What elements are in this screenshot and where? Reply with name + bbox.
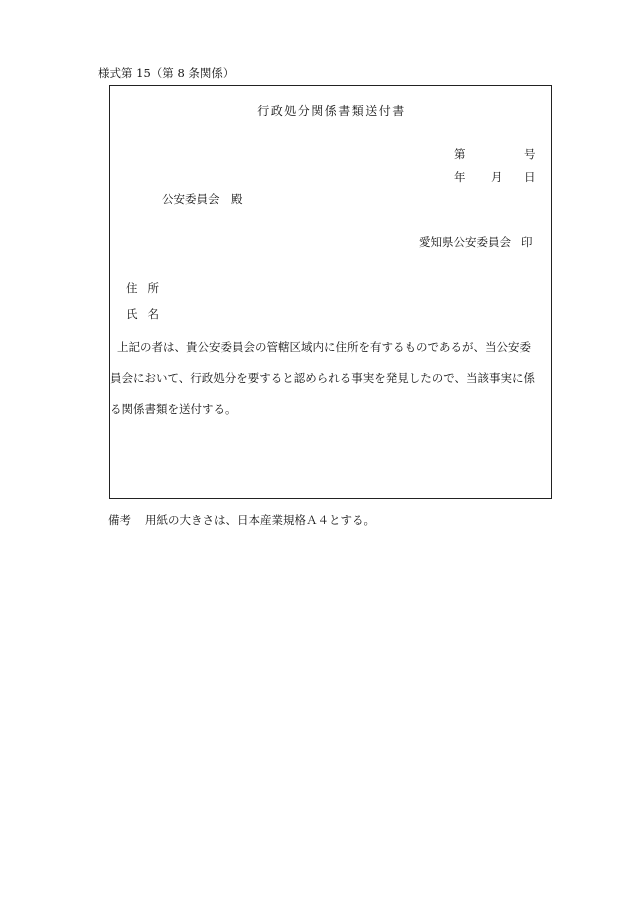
body-text-line-1: 上記の者は、貴公安委員会の管轄区域内に住所を有するものであるが、当公安委 xyxy=(117,340,531,354)
remarks-text: 用紙の大きさは、日本産業規格Ａ４とする。 xyxy=(145,513,375,527)
seal-mark: 印 xyxy=(521,235,533,249)
sender: 愛知県公安委員会 xyxy=(419,235,511,249)
date-year-label: 年 xyxy=(454,170,466,184)
remarks-heading: 備考 xyxy=(108,513,131,527)
addressee: 公安委員会 xyxy=(162,192,220,206)
address-label: 住所 xyxy=(126,281,169,295)
document-title: 行政処分関係書類送付書 xyxy=(257,104,406,118)
number-prefix: 第 xyxy=(454,147,466,161)
date-month-label: 月 xyxy=(491,170,503,184)
number-suffix: 号 xyxy=(524,147,536,161)
body-text-line-2: 員会において、行政処分を要すると認められる事実を発見したので、当該事実に係 xyxy=(110,371,536,385)
date-day-label: 日 xyxy=(524,170,536,184)
document-frame xyxy=(109,85,552,499)
body-text-line-3: る関係書類を送付する。 xyxy=(110,402,237,416)
form-number-label: 様式第 15（第 8 条関係） xyxy=(98,66,235,80)
addressee-honorific: 殿 xyxy=(231,192,243,206)
name-label: 氏名 xyxy=(126,307,169,321)
